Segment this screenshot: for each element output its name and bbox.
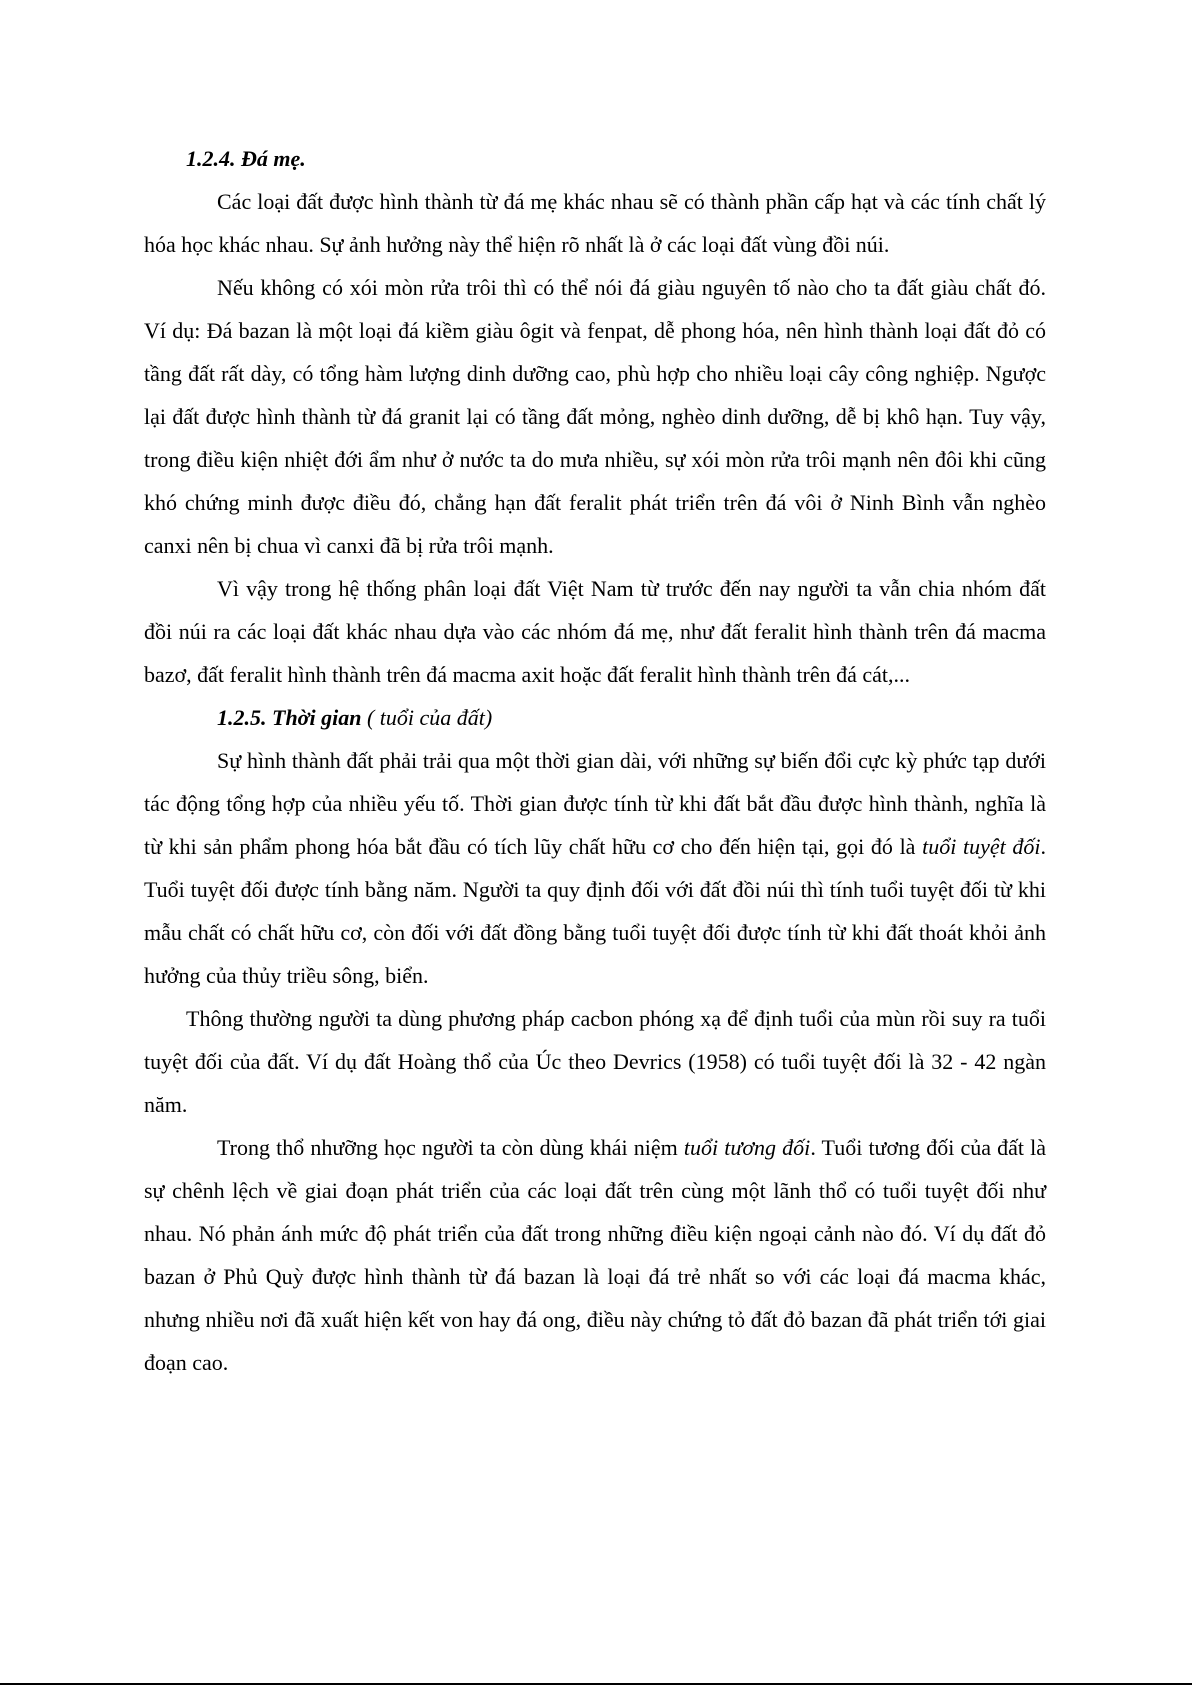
term-relative-age: tuổi tương đối <box>683 1135 811 1160</box>
paragraph-text: Trong thổ nhưỡng học người ta còn dùng khái niệm <box>217 1135 684 1160</box>
paragraph-text: . Tuổi tương đối của đất là sự chênh lệch về giai đoạn phát triển của các loại đất trên cùng một lãnh thổ có tuổi tuyệt đối như nhau. Nó phản ánh mức độ phát triển của đất trong những điều kiện ngoại cảnh nào đó. Ví dụ đất đỏ bazan ở Phủ Quỳ được hình thành từ đá bazan là loại đá trẻ nhất so với các loại đá macma khác, nhưng nhiều nơi đã xuất hiện kết von hay đá ong, điều này chứng tỏ đất đỏ bazan đã phát triển tới giai đoạn cao. <box>144 1135 1047 1375</box>
paragraph-absolute-age <box>144 739 1046 997</box>
paragraph-text: Sự hình thành đất phải trải qua một thời gian dài, với những sự biến đổi cực kỳ phức tạp dưới tác động tổng hợp của nhiều yếu tố. Thời gian được tính từ khi đất bắt đầu được hình thành, nghĩa là từ khi sản phẩm phong hóa bắt đầu có tích lũy chất hữu cơ cho đến hiện tại, gọi đó là <box>144 748 1046 859</box>
document-body <box>144 137 1046 1384</box>
section-heading-subtitle: ( tuổi của đất) <box>361 705 493 730</box>
paragraph-text: . Tuổi tuyệt đối được tính bằng năm. Người ta quy định đối với đất đồi núi thì tính tuổi tuyệt đối từ khi mẫu chất có chất hữu cơ, còn đối với đất đồng bằng tuổi tuyệt đối được tính từ khi đất thoát khỏi ảnh hưởng của thủy triều sông, biển. <box>144 834 1046 988</box>
paragraph-parent-rock-example: Nếu không có xói mòn rửa trôi thì có thể nói đá giàu nguyên tố nào cho ta đất giàu chất đó. Ví dụ: Đá bazan là một loại đá kiềm giàu ôgit và fenpat, dễ phong hóa, nên hình thành loại đất đỏ có tầng đất rất dày, có tổng hàm lượng dinh dưỡng cao, phù hợp cho nhiều loại cây công nghiệp. Ngược lại đất được hình thành từ đá granit lại có tầng đất mỏng, nghèo dinh dưỡng, dễ bị khô hạn. Tuy vậy, trong điều kiện nhiệt đới ẩm như ở nước ta do mưa nhiều, sự xói mòn rửa trôi mạnh nên đôi khi cũng khó chứng minh được điều đó, chẳng hạn đất feralit phát triển trên đá vôi ở Ninh Bình vẫn nghèo canxi nên bị chua vì canxi đã bị rửa trôi mạnh. <box>144 275 1046 558</box>
section-heading-time <box>144 696 1046 739</box>
section-heading-text: 1.2.4. Đá mẹ. <box>186 146 306 171</box>
paragraph-relative-age <box>144 1126 1046 1384</box>
paragraph-parent-rock-classification: Vì vậy trong hệ thống phân loại đất Việt Nam từ trước đến nay người ta vẫn chia nhóm đất đồi núi ra các loại đất khác nhau dựa vào các nhóm đá mẹ, như đất feralit hình thành trên đá macma bazơ, đất feralit hình thành trên đá macma axit hoặc đất feralit hình thành trên đá cát,... <box>144 576 1046 687</box>
term-absolute-age: tuổi tuyệt đối <box>922 834 1041 859</box>
paragraph-parent-rock-intro: Các loại đất được hình thành từ đá mẹ khác nhau sẽ có thành phần cấp hạt và các tính chất lý hóa học khác nhau. Sự ảnh hưởng này thể hiện rõ nhất là ở các loại đất vùng đồi núi. <box>144 189 1046 257</box>
section-heading-parent-rock <box>144 137 1046 180</box>
section-heading-bold: 1.2.5. Thời gian <box>217 705 362 730</box>
paragraph-carbon-dating: Thông thường người ta dùng phương pháp cacbon phóng xạ để định tuổi của mùn rồi suy ra tuổi tuyệt đối của đất. Ví dụ đất Hoàng thổ của Úc theo Devrics (1958) có tuổi tuyệt đối là 32 - 42 ngàn năm. <box>144 1006 1046 1117</box>
